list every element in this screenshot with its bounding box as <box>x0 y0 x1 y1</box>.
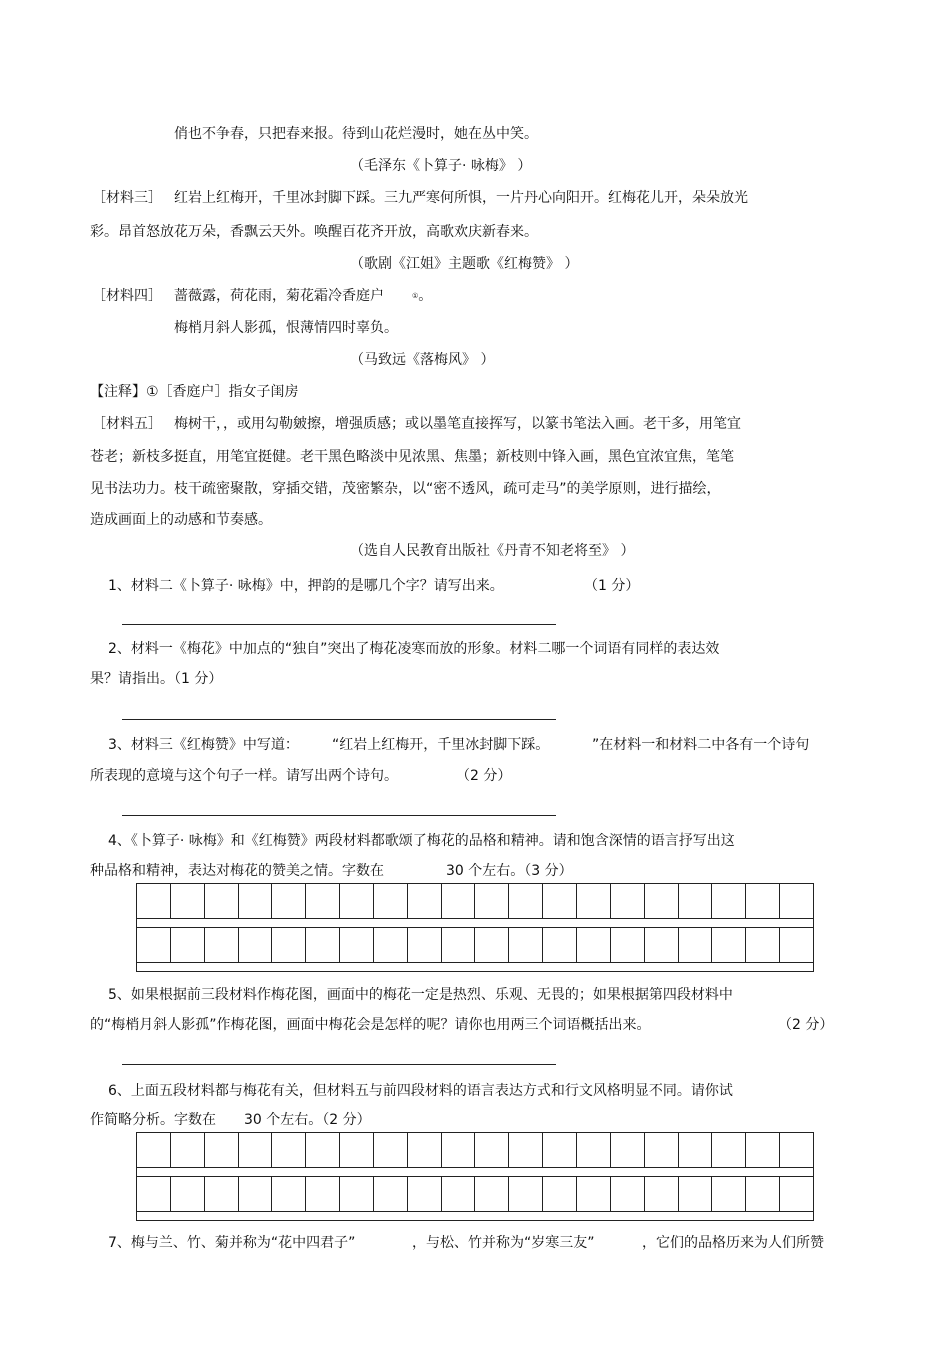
answer-line-1[interactable] <box>122 624 556 625</box>
material4-line1 <box>174 286 432 306</box>
material4-label: ［材料四］ <box>92 288 162 304</box>
material3-line2: 彩。昂首怒放花万朵，香飘云天外。唤醒百花齐开放，高歌欢庆新春来。 <box>90 224 538 240</box>
material2-source: （毛泽东《卜算子· 咏梅》 ） <box>350 158 532 174</box>
material5-line4: 造成画面上的动感和节奏感。 <box>90 512 272 528</box>
footnote: 【注释】①［香庭户］指女子闺房 <box>90 384 299 400</box>
grid-row <box>137 1177 813 1212</box>
answer-line-5[interactable] <box>122 1064 556 1065</box>
material2-line3: 俏也不争春，只把春来报。待到山花烂漫时，她在丛中笑。 <box>174 126 538 142</box>
question-6-line2b: 30 个左右。（2 分） <box>244 1112 371 1128</box>
question-1: 1、材料二《卜算子· 咏梅》中，押韵的是哪几个字？请写出来。 <box>108 578 504 594</box>
question-2-line1: 2、材料一《梅花》中加点的“独自”突出了梅花凌寒而放的形象。材料二哪一个词语有同样的表达效 <box>108 641 720 657</box>
question-7-a: 7、梅与兰、竹、菊并称为“花中四君子” <box>108 1235 356 1251</box>
grid-gap <box>137 1212 813 1220</box>
question-3-line1c: ”在材料一和材料二中各有一个诗句 <box>592 737 810 753</box>
answer-line-2[interactable] <box>122 719 556 720</box>
question-7-b: ，与松、竹并称为“岁寒三友” <box>412 1235 595 1251</box>
grid-row <box>137 884 813 919</box>
question-5-line2: 的“梅梢月斜人影孤”作梅花图，画面中梅花会是怎样的呢？请你也用两三个词语概括出来。 <box>90 1017 651 1033</box>
material5-line1: 梅树干，，或用勾勒皴擦，增强质感；或以墨笔直接挥写，以篆书笔法入画。老干多，用笔宜 <box>174 416 741 432</box>
question-6-line2a: 作简略分析。字数在 <box>90 1112 216 1128</box>
question-3-line1a: 3、材料三《红梅赞》中写道： <box>108 737 299 753</box>
question-4-line2b: 30 个左右。（3 分） <box>446 863 573 879</box>
grid-gap <box>137 1168 813 1177</box>
question-6-line1: 6、上面五段材料都与梅花有关，但材料五与前四段材料的语言表达方式和行文风格明显不同。请你试 <box>108 1083 733 1099</box>
grid-row <box>137 928 813 963</box>
material4-line1-text: 蔷薇露，荷花雨，菊花霜冷香庭户 <box>174 288 384 304</box>
material5-line3: 见书法功力。枝干疏密聚散，穿插交错，茂密繁杂，以“密不透风，疏可走马”的美学原则，进行描绘， <box>90 481 721 497</box>
question-5-score: （2 分） <box>778 1017 834 1033</box>
material5-source: （选自人民教育出版社《丹青不知老将至》 ） <box>350 543 635 559</box>
answer-line-3[interactable] <box>122 815 556 816</box>
grid-row <box>137 1133 813 1168</box>
material3-label: ［材料三］ <box>92 190 162 206</box>
material4-line1-end: 。 <box>418 288 433 304</box>
material4-line2: 梅梢月斜人影孤，恨薄情四时辜负。 <box>174 320 398 336</box>
material5-label: ［材料五］ <box>92 416 162 432</box>
question-1-score: （1 分） <box>584 578 640 594</box>
question-7-c: ，它们的品格历来为人们所赞 <box>642 1235 824 1251</box>
answer-grid-6[interactable] <box>136 1132 814 1221</box>
question-2-line2: 果？请指出。（1 分） <box>90 671 223 687</box>
question-4-line2a: 种品格和精神，表达对梅花的赞美之情。字数在 <box>90 863 384 879</box>
question-5-line1: 5、如果根据前三段材料作梅花图，画面中的梅花一定是热烈、乐观、无畏的；如果根据第四段材料中 <box>108 987 733 1003</box>
grid-gap <box>137 963 813 971</box>
question-3-score: （2 分） <box>456 768 512 784</box>
material3-source: （歌剧《江姐》主题歌《红梅赞》 ） <box>350 256 579 272</box>
question-3-line2: 所表现的意境与这个句子一样。请写出两个诗句。 <box>90 768 398 784</box>
material3-line1: 红岩上红梅开，千里冰封脚下踩。三九严寒何所惧，一片丹心向阳开。红梅花儿开，朵朵放光 <box>174 190 748 206</box>
material5-line2: 苍老；新枝多挺直，用笔宜挺健。老干黑色略淡中见浓黑、焦墨；新枝则中锋入画，黑色宜浓宜焦，笔笔 <box>90 449 734 465</box>
material4-source: （马致远《落梅风》 ） <box>350 352 495 368</box>
question-4-line1: 4、《卜算子· 咏梅》和《红梅赞》两段材料都歌颂了梅花的品格和精神。请和饱含深情的语言抒写出这 <box>108 833 735 849</box>
question-3-line1b: “红岩上红梅开，千里冰封脚下踩。 <box>332 737 550 753</box>
answer-grid-4[interactable] <box>136 883 814 972</box>
grid-gap <box>137 919 813 928</box>
footnote-mark: ① <box>412 292 419 300</box>
